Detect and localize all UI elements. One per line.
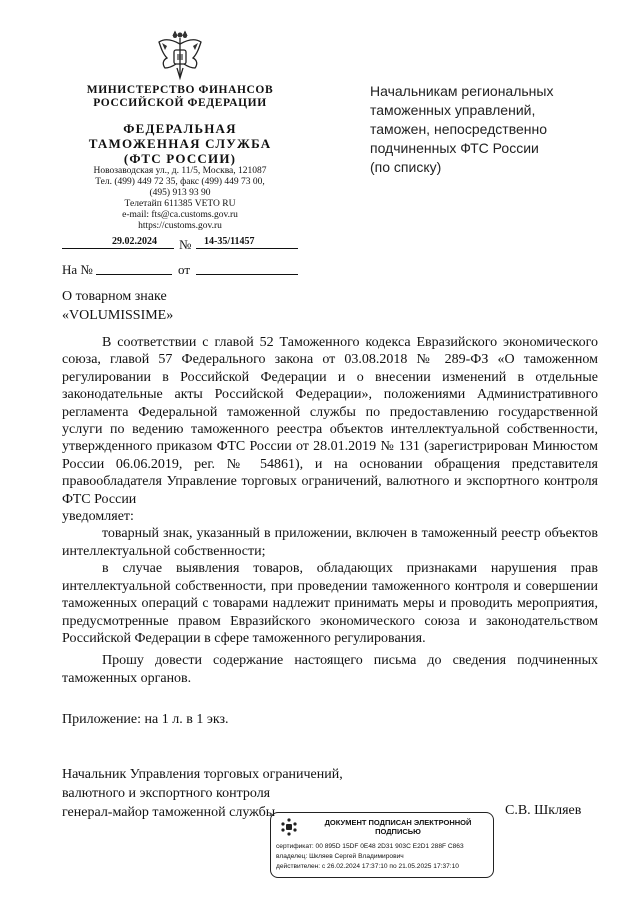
document-number: 14-35/11457	[204, 236, 255, 247]
paragraph-legal-basis: В соответствии с главой 52 Таможенного кодекса Евразийского экономического союза, главой 57 Федерального закона от 03.08.2018 № 289-ФЗ «О таможенном регулировании в Российской Федерации и о внесении изменений в отдельные законодательные акты Российской Федерации», положениями Административного регламента Федеральной таможенной службы по предоставлению государственной услуги по ведению таможенного реестра объектов интеллектуальной собственности, утвержденного приказом ФТС России от 28.01.2019 № 131 (зарегистрирован Минюстом России 06.06.2019, рег. № 54861), и на основании обращения представителя правообладателя Управление торговых ограничений, валютного и экспортного контроля ФТС России	[62, 335, 598, 507]
paragraph-registry: товарный знак, указанный в приложении, включен в таможенный реестр объектов интеллектуальной собственности;	[62, 526, 598, 559]
reply-date-field	[196, 274, 298, 275]
number-sign: №	[179, 237, 192, 252]
coat-of-arms-icon	[153, 30, 207, 84]
contact-block: Новозаводская ул., д. 11/5, Москва, 121087 Тел. (499) 449 72 35, факс (499) 449 73 00, (495) 913 93 90 Телетайп 611385 VETO RU e-mail: fts@ca.customs.gov.ru https://customs.gov.ru	[93, 166, 267, 231]
addressee-block: Начальникам региональных таможенных управлений, таможен, непосредственно подчиненных ФТС России (по списку)	[370, 83, 554, 175]
stamp-certificate: сертификат: 00 895D 15DF 0E48 2D31 903C E2D1 288F C863	[276, 843, 464, 850]
paragraph-notify: уведомляет:	[62, 509, 134, 525]
paragraph-request: Прошу довести содержание настоящего письма до сведения подчиненных таможенных органов.	[62, 653, 598, 686]
paragraph-measures: в случае выявления товаров, обладающих признаками нарушения прав интеллектуальной собственности, при проведении таможенного контроля и совершении таможенных операций с товарами надлежит принимать меры и проводить мероприятия, предусмотренные правом Евразийского экономического союза и законодательством Российской Федерации в сфере таможенного регулирования.	[62, 561, 598, 646]
stamp-validity: действителен: с 26.02.2024 17:37:10 по 21.05.2025 17:37:10	[276, 863, 459, 870]
signer-name: С.В. Шкляев	[505, 803, 582, 818]
service-name: ФЕДЕРАЛЬНАЯ ТАМОЖЕННАЯ СЛУЖБА (ФТС РОССИИ)	[88, 121, 272, 166]
stamp-details	[276, 842, 464, 872]
letter-body	[62, 334, 598, 687]
signature-stamp	[270, 812, 494, 878]
digital-signature-icon	[279, 817, 299, 837]
reply-date-label: от	[178, 262, 191, 277]
date-underline	[62, 248, 174, 249]
stamp-title: ДОКУМЕНТ ПОДПИСАН ЭЛЕКТРОННОЙ ПОДПИСЬЮ	[324, 818, 472, 836]
reply-number-label: На №	[62, 262, 93, 277]
ministry-name: МИНИСТЕРСТВО ФИНАНСОВ РОССИЙСКОЙ ФЕДЕРАЦИИ	[86, 84, 274, 109]
signer-position: Начальник Управления торговых ограничений, валютного и экспортного контроля генерал-майор таможенной службы	[62, 767, 343, 820]
stamp-owner: владелец: Шкляев Сергей Владимирович	[276, 853, 404, 860]
document-date: 29.02.2024	[112, 236, 157, 247]
reply-number-field	[96, 274, 172, 275]
attachment-note: Приложение: на 1 л. в 1 экз.	[62, 712, 229, 727]
number-underline	[196, 248, 298, 249]
subject: О товарном знаке «VOLUMISSIME»	[62, 289, 174, 323]
